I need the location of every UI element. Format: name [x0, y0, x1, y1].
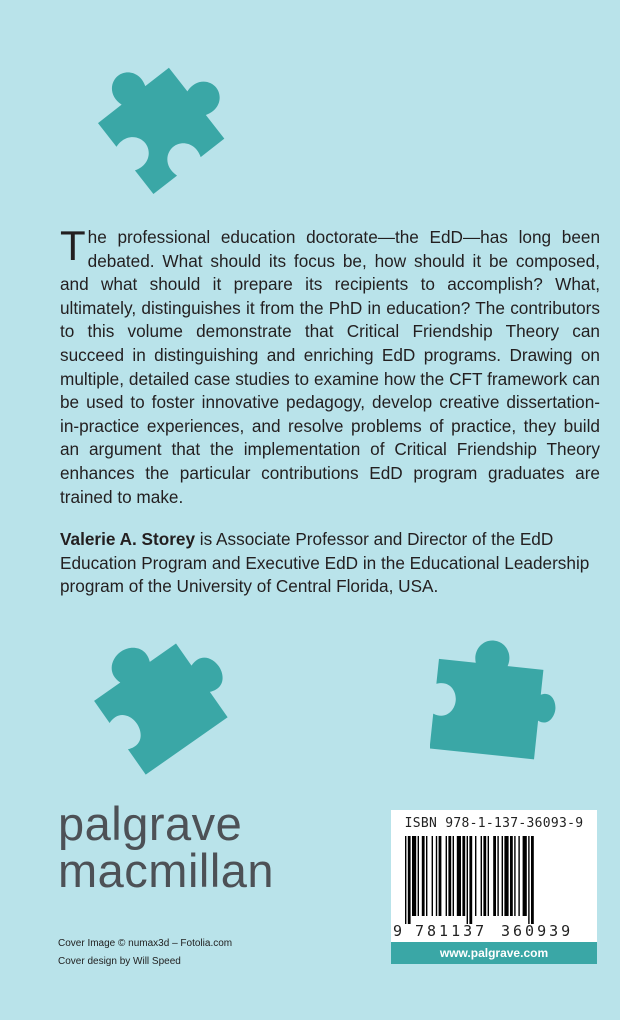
barcode-bar	[504, 836, 508, 916]
barcode-bar	[432, 836, 433, 916]
barcode-bar	[469, 836, 472, 924]
barcode-bar	[448, 836, 451, 916]
barcode-bar	[510, 836, 513, 916]
barcode-bar	[426, 836, 427, 916]
publisher-logo	[58, 797, 275, 897]
barcode-bar	[518, 836, 519, 916]
author-bio-text: is Associate Professor and Director of the EdD Education Program and Executive EdD in the Educational Leadership program of the University of Central Florida, USA.	[60, 529, 590, 597]
barcode-bar	[422, 836, 425, 916]
barcode-digits-group2: 360939	[501, 922, 574, 940]
blurb-dropcap: T	[60, 222, 86, 269]
barcode-digit-first: 9	[393, 922, 403, 940]
isbn-label: ISBN 978-1-137-36093-9	[404, 816, 584, 831]
barcode-digits-group1: 781137	[415, 922, 488, 940]
barcode-bars-icon	[405, 836, 587, 924]
barcode-bar	[497, 836, 498, 916]
barcode-bar	[514, 836, 515, 916]
barcode-bar	[483, 836, 486, 916]
barcode-bar	[488, 836, 489, 916]
barcode-bar	[453, 836, 454, 916]
isbn-barcode	[391, 810, 597, 942]
barcode-bar	[462, 836, 465, 916]
publisher-logo-line2: macmillan	[58, 844, 275, 897]
barcode-bar	[405, 836, 406, 924]
barcode-bar	[481, 836, 482, 916]
barcode-bar	[493, 836, 496, 916]
barcode-bar	[457, 836, 461, 916]
barcode-bar	[528, 836, 529, 924]
author-bio	[60, 528, 600, 599]
puzzle-piece-bottom-right-icon	[430, 635, 560, 765]
barcode-bar	[418, 836, 419, 916]
publisher-logo-line1: palgrave	[58, 797, 243, 850]
barcode-bar	[531, 836, 534, 924]
barcode-bar	[439, 836, 442, 916]
barcode-bar	[412, 836, 416, 916]
blurb-paragraph	[60, 222, 600, 509]
barcode-bar	[523, 836, 527, 916]
barcode-bar	[446, 836, 447, 916]
barcode-bar	[475, 836, 476, 916]
cover-image-credit: Cover Image © numax3d – Fotolia.com	[58, 938, 233, 949]
barcode-bar	[467, 836, 468, 924]
blurb-text: he professional education doctorate—the EdD—has long been debated. What should its focus be, how should it be composed, and what should it prepare its recipients to accomplish? What, ultimately, distinguishes it from the PhD in education? The contributors to this volume demonstrate that Critical Friendship Theory can succeed in distinguishing and enriching EdD programs. Drawing on multiple, detailed case studies to examine how the CFT framework can be used to foster innovative pedagogy, develop creative dissertation-in-practice experiences, and resolve problems of practice, they build an argument that the implementation of Critical Friendship Theory enhances the particular contributions EdD program graduates are trained to make.	[60, 227, 600, 507]
puzzle-piece-top-icon	[80, 48, 230, 198]
barcode-bar	[502, 836, 503, 916]
barcode-bar	[408, 836, 411, 924]
author-name: Valerie A. Storey	[60, 529, 196, 549]
puzzle-piece-bottom-left-icon	[78, 630, 238, 780]
cover-credits	[58, 935, 232, 971]
barcode-bar	[436, 836, 437, 916]
cover-design-credit: Cover design by Will Speed	[58, 956, 181, 967]
publisher-url: www.palgrave.com	[391, 942, 597, 964]
